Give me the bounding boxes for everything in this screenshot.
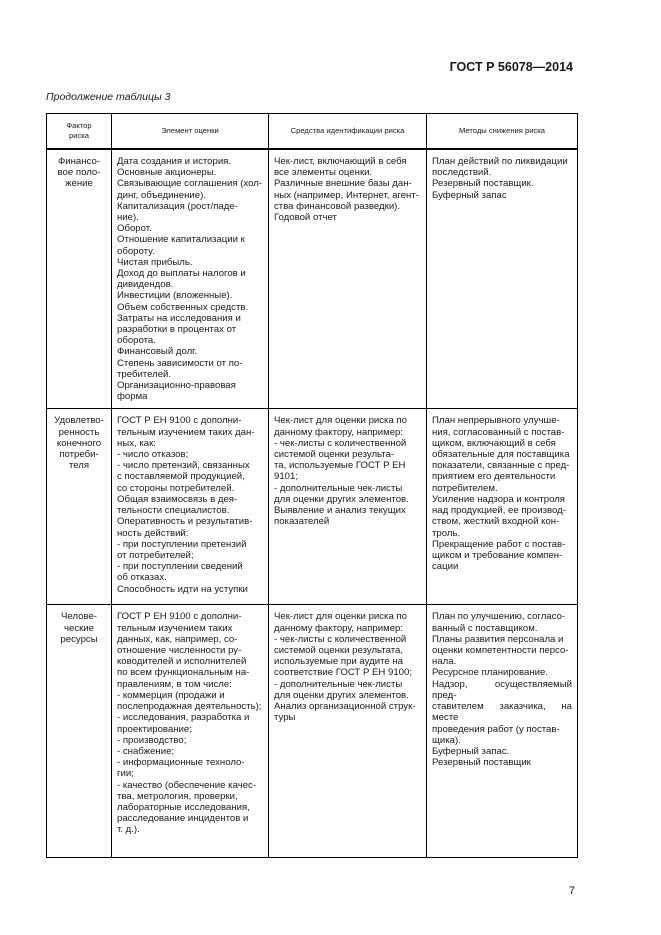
table-row bbox=[47, 149, 578, 409]
column-header-element: Элемент оценки bbox=[112, 114, 269, 150]
table-header-row bbox=[47, 114, 578, 150]
identification-cell: Чек-лист для оценки риска по данному фактору, например: - чек-листы с количественной системой оценки результата, используемые при аудите на соответствие ГОСТ Р ЕН 9100; - дополнительные чек-листы для оценки других элементов. Анализ организационной струк- туры bbox=[269, 605, 427, 858]
mitigation-cell: План непрерывного улучше- ния, согласованный с постав- щиком, включающий в себя обязательные для поставщика показатели, связанные с пред- приятием его деятельности потребителем. Усиление надзора и контроля над продукцией, ее производ- ством, жесткий входной кон- троль. Прекращение работ с постав- щиком и требование компен- сации bbox=[427, 409, 578, 605]
mitigation-cell: План действий по ликвидации последствий. Резервный поставщик. Буферный запас bbox=[427, 149, 578, 409]
factor-cell: Удовлетво- ренность конечного потреби- теля bbox=[47, 409, 112, 605]
factor-cell: Челове- ческие ресурсы bbox=[47, 605, 112, 858]
table-row bbox=[47, 409, 578, 605]
column-header-identification: Средства идентификации риска bbox=[269, 114, 427, 150]
element-cell: ГОСТ Р ЕН 9100 с дополни- тельным изучением таких данных, как, например, со- отношение численности ру- ководителей и исполнителей по всем функциональным на- правлениям, в том числе: - коммерция (продажи и послепродажная деятельность); - исследования, разработка и проектирование; - производство; - снабжение; - информационные техноло- гии; - качество (обеспечение качес- тва, метрология, проверки, лабораторные исследования, расследование инцидентов и т. д.). bbox=[112, 605, 269, 858]
table-row bbox=[47, 605, 578, 858]
identification-cell: Чек-лист для оценки риска по данному фактору, например: - чек-листы с количественной системой оценки результа- та, используемые ГОСТ Р ЕН 9101; - дополнительные чек-листы для оценки других элементов. Выявление и анализ текущих показателей bbox=[269, 409, 427, 605]
document-code: ГОСТ Р 56078—2014 bbox=[449, 60, 573, 74]
table-continuation-label: Продолжение таблицы 3 bbox=[46, 91, 171, 103]
column-header-mitigation: Методы снижения риска bbox=[427, 114, 578, 150]
page-number: 7 bbox=[568, 885, 575, 897]
mitigation-cell: План по улучшению, согласо- ванный с поставщиком. Планы развития персонала и оценки компетентности персо- нала. Ресурсное планирование. Надзор, осуществляемый пред- ставителем заказчика, на месте проведения работ (у постав- щика). Буферный запас. Резервный поставщик bbox=[427, 605, 578, 858]
risk-table bbox=[46, 113, 578, 858]
element-cell: Дата создания и история. Основные акционеры. Связывающие соглашения (хол- динг, объединение). Капитализация (рост/паде- ние). Оборот. Отношение капитализации к обороту. Чистая прибыль. Доход до выплаты налогов и дивидендов. Инвестиции (вложенные). Объем собственных средств. Затраты на исследования и разработки в процентах от оборота. Финансовый долг. Степень зависимости от по- требителей. Организационно-правовая форма bbox=[112, 149, 269, 409]
column-header-factor: Фактор риска bbox=[47, 114, 112, 150]
factor-cell: Финансо- вое поло- жение bbox=[47, 149, 112, 409]
identification-cell: Чек-лист, включающий в себя все элементы оценки. Различные внешние базы дан- ных (например, Интернет, агент- ства финансовой разведки). Годовой отчет bbox=[269, 149, 427, 409]
element-cell: ГОСТ Р ЕН 9100 с дополни- тельным изучением таких дан- ных, как: - число отказов; - число претензий, связанных с поставляемой продукцией, со стороны потребителей. Общая взаимосвязь в дея- тельности специалистов. Оперативность и результатив- ность действий: - при поступлении претензий от потребителей; - при поступлении сведений об отказах. Способность идти на уступки bbox=[112, 409, 269, 605]
